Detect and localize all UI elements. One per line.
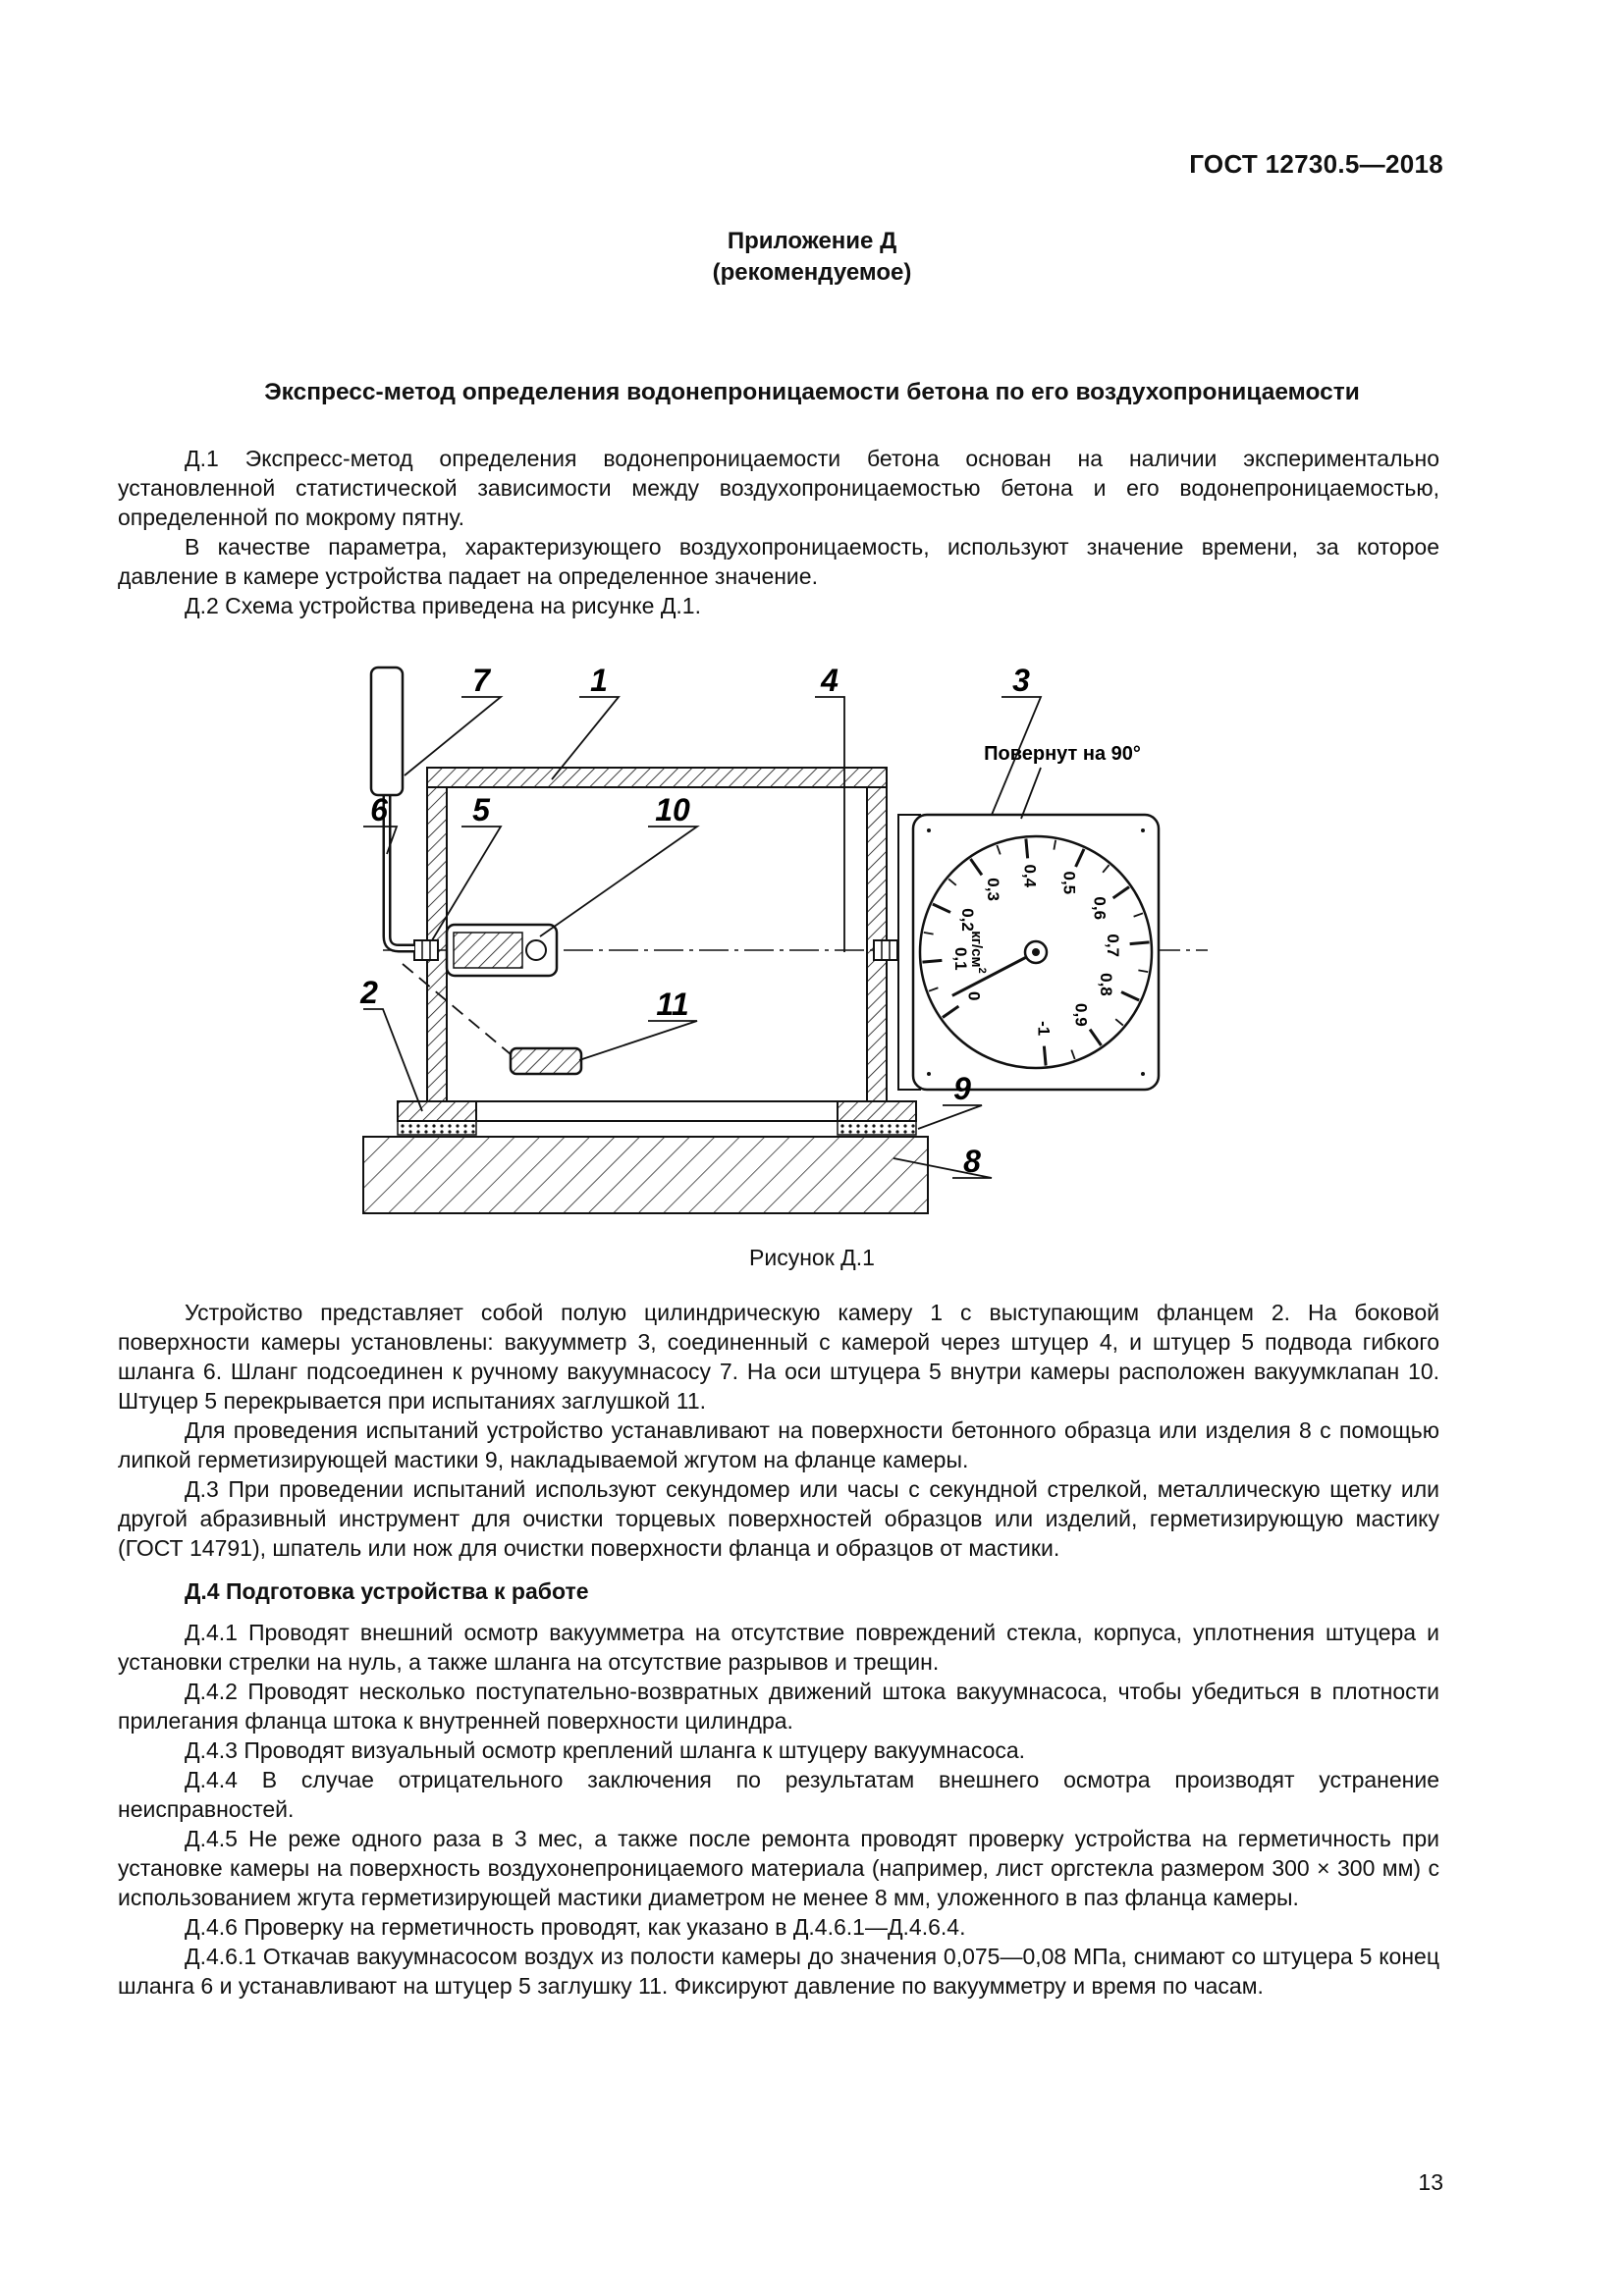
paragraph: Д.4.2 Проводят несколько поступательно-возвратных движений штока вакуумнасоса, чтобы убедиться в плотности прилегания фланца штока к внутренней поверхности цилиндра. — [118, 1679, 1439, 1734]
page-number: 13 — [1418, 2169, 1443, 2195]
device-diagram — [344, 658, 1306, 1227]
callout-5: 5 — [472, 792, 490, 828]
rotation-note: Повернут на 90° — [984, 743, 1141, 765]
gauge-tick-label: 0,6 — [1090, 896, 1110, 921]
paragraph: Д.2 Схема устройства приведена на рисунке Д.1. — [185, 593, 701, 618]
appendix-status: (рекомендуемое) — [712, 259, 912, 286]
callout-7: 7 — [472, 663, 490, 698]
paragraph: Д.3 При проведении испытаний используют секундомер или часы с секундной стрелкой, металлическую щетку или другой абразивный инструмент для очистки торцевых поверхностей образцов или изделий, герметизирующую мастику (ГОСТ 14791), шпатель или нож для очистки поверхности фланца и образцов от мастики. — [118, 1476, 1439, 1561]
gauge-tick-label: 0,2 — [957, 908, 977, 932]
fitting-5 — [414, 940, 438, 960]
gauge-tick-label: -1 — [1034, 1021, 1054, 1037]
document-id: ГОСТ 12730.5—2018 — [1189, 149, 1443, 179]
intro-text — [118, 444, 1439, 620]
paragraph: Д.4.4 В случае отрицательного заключения по результатам внешнего осмотра производят устранение неисправностей. — [118, 1767, 1439, 1822]
fitting-4 — [874, 940, 897, 960]
gauge-tick — [1026, 838, 1028, 858]
section-title: Экспресс-метод определения водонепроницаемости бетона по его воздухопроницаемости — [264, 379, 1360, 405]
paragraph: Д.4.6 Проверку на герметичность проводят, как указано в Д.4.6.1—Д.4.6.4. — [185, 1914, 966, 1940]
gauge-tick-label: 0,3 — [983, 878, 1002, 901]
concrete-specimen — [363, 1137, 928, 1213]
gauge-tick-label: 0,5 — [1059, 871, 1079, 895]
paragraph: Д.4.6.1 Откачав вакуумнасосом воздух из полости камеры до значения 0,075—0,08 МПа, снимают со штуцера 5 конец шланга 6 и устанавливают на штуцер 5 заглушку 11. Фиксируют давление по вакуумметру и время по часам. — [118, 1944, 1439, 1999]
paragraph: Д.4.1 Проводят внешний осмотр вакуумметра на отсутствие повреждений стекла, корпуса, уплотнения штуцера и установки стрелки на нуль, а также шланга на отсутствие разрывов и трещин. — [118, 1620, 1439, 1675]
plug — [511, 1048, 581, 1074]
callout-1: 1 — [590, 663, 608, 698]
paragraph: Д.4.3 Проводят визуальный осмотр креплений шланга к штуцеру вакуумнасоса. — [185, 1737, 1026, 1763]
body-text — [118, 1298, 1439, 2001]
paragraph: Д.1 Экспресс-метод определения водонепроницаемости бетона основан на наличии экспериментально установленной статистической зависимости между воздухопроницаемостью бетона и его водонепроницаемостью, определенной по мокрому пятну. — [118, 446, 1439, 530]
gauge-tick-label: 0,7 — [1104, 934, 1123, 958]
paragraph: Д.4.5 Не реже одного раза в 3 мес, а также после ремонта проводят проверку устройства на герметичность при установке камеры на поверхность воздухонепроницаемого материала (например, лист оргстекла размером 300 × 300 мм) с использованием жгута герметизирующей мастики диаметром не менее 8 мм, уложенного в паз фланца камеры. — [118, 1826, 1439, 1910]
gauge-tick-label: 0,8 — [1097, 973, 1116, 996]
appendix-label: Приложение Д — [727, 228, 897, 254]
paragraph: Устройство представляет собой полую цилиндрическую камеру 1 с выступающим фланцем 2. На боковой поверхности камеры установлены: вакуумметр 3, соединенный с камерой через штуцер 4, и штуцер 5 подвода гибкого шланга 6. Шланг подсоединен к ручному вакуумнасосу 7. На оси штуцера 5 внутри камеры расположен вакуумклапан 10. Штуцер 5 перекрывается при испытаниях заглушкой 11. — [118, 1300, 1439, 1414]
gauge-tick — [922, 960, 942, 962]
vacuum-pump — [371, 667, 403, 795]
vacuum-gauge — [898, 815, 1159, 1090]
subsection-heading: Д.4 Подготовка устройства к работе — [185, 1578, 589, 1604]
callout-11: 11 — [656, 987, 689, 1022]
gauge-tick — [1044, 1046, 1046, 1066]
gauge-tick-label: 0,1 — [950, 946, 970, 971]
paragraph: В качестве параметра, характеризующего воздухопроницаемость, используют значение времени, за которое давление в камере устройства падает на определенное значение. — [118, 534, 1439, 589]
gauge-tick-label: 0,4 — [1020, 864, 1040, 888]
callout-8: 8 — [963, 1144, 981, 1179]
callout-10: 10 — [655, 792, 690, 828]
figure-caption: Рисунок Д.1 — [749, 1245, 875, 1270]
callout-6: 6 — [370, 792, 388, 828]
gauge-tick-label: 0 — [964, 991, 984, 1001]
gauge-tick — [1130, 942, 1150, 944]
hose — [387, 795, 414, 948]
gauge-tick-label: 0,9 — [1071, 1003, 1091, 1027]
callout-9: 9 — [953, 1071, 971, 1106]
callout-2: 2 — [360, 975, 378, 1010]
paragraph: Для проведения испытаний устройство устанавливают на поверхности бетонного образца или изделия 8 с помощью липкой герметизирующей мастики 9, накладываемой жгутом на фланце камеры. — [118, 1417, 1439, 1472]
gauge-unit-label: $кг/см^2$ — [968, 931, 988, 974]
callout-3: 3 — [1012, 663, 1030, 698]
callout-4: 4 — [821, 663, 839, 698]
